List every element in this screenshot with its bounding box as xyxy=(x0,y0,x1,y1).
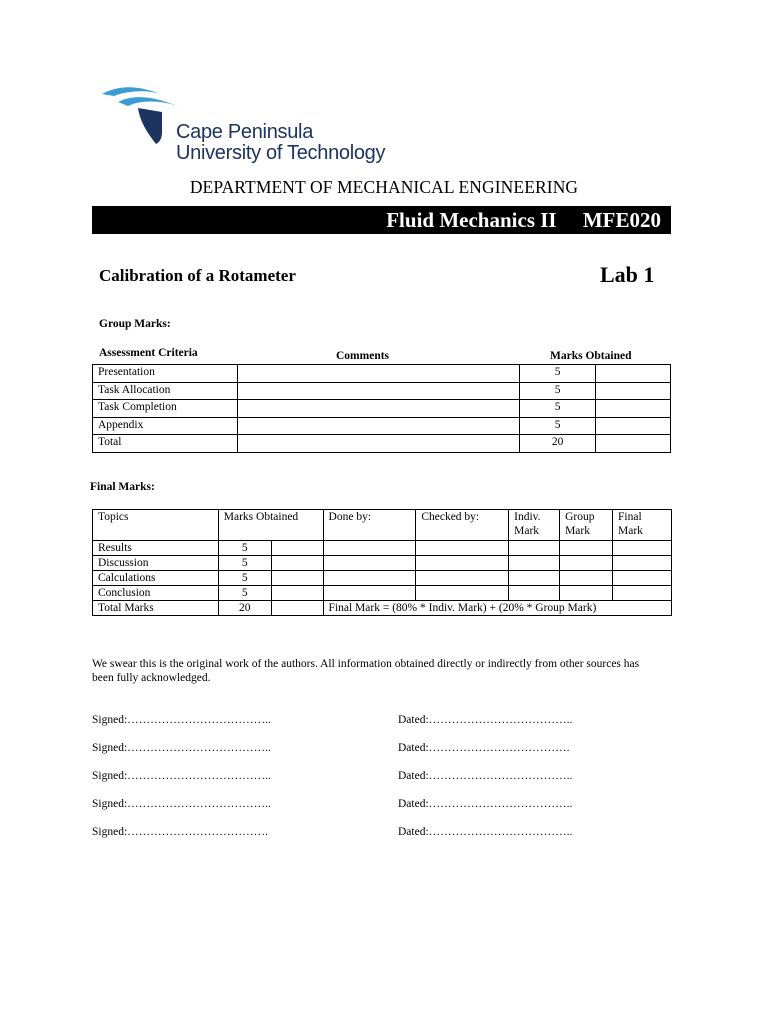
indiv-mark-header-line1: Indiv. xyxy=(514,511,541,523)
lab-number: Lab 1 xyxy=(600,262,655,287)
done-by-cell[interactable] xyxy=(323,556,416,571)
done-by-header: Done by: xyxy=(323,510,416,541)
declaration-text: We swear this is the original work of the authors. All information obtained directly or indirectly from other sources has been fully acknowledged. xyxy=(92,658,640,684)
indiv-mark-header-line2: Mark xyxy=(514,525,540,537)
dated-line[interactable]: Dated:………………………………. xyxy=(398,742,570,754)
obtained-cell[interactable] xyxy=(596,435,671,453)
comments-header: Comments xyxy=(336,350,390,362)
dated-line[interactable]: Dated:……………………………….. xyxy=(398,770,573,782)
topic-cell: Calculations xyxy=(93,571,219,586)
dated-line[interactable]: Dated:……………………………….. xyxy=(398,714,573,726)
done-by-cell[interactable] xyxy=(323,571,416,586)
table-header-row xyxy=(93,510,672,541)
final-mark-header-line1: Final xyxy=(618,511,642,523)
marks-cell: 5 xyxy=(218,556,271,571)
criteria-cell: Task Completion xyxy=(93,400,238,418)
table-row xyxy=(93,417,671,435)
group-mark-cell[interactable] xyxy=(560,586,613,601)
marks-cell: 5 xyxy=(218,541,271,556)
lab-title: Calibration of a Rotameter xyxy=(99,266,296,285)
signed-line[interactable]: Signed:……………………………….. xyxy=(92,798,271,810)
dated-line[interactable]: Dated:……………………………….. xyxy=(398,798,573,810)
checked-by-cell[interactable] xyxy=(416,571,509,586)
comments-cell[interactable] xyxy=(237,382,519,400)
marks-cell: 5 xyxy=(218,586,271,601)
criteria-cell: Appendix xyxy=(93,417,238,435)
signed-line[interactable]: Signed:……………………………….. xyxy=(92,742,271,754)
comments-cell[interactable] xyxy=(237,417,519,435)
table-row xyxy=(93,400,671,418)
table-row xyxy=(93,365,671,383)
marks-cell: 20 xyxy=(520,435,596,453)
indiv-mark-cell[interactable] xyxy=(509,586,560,601)
marks-obtained-header: Marks Obtained xyxy=(218,510,323,541)
total-marks-cell: 20 xyxy=(218,601,271,616)
marks-cell: 5 xyxy=(520,417,596,435)
final-mark-cell[interactable] xyxy=(613,571,672,586)
final-mark-formula: Final Mark = (80% * Indiv. Mark) + (20% * Group Mark) xyxy=(323,601,671,616)
group-mark-cell[interactable] xyxy=(560,571,613,586)
final-mark-cell[interactable] xyxy=(613,586,672,601)
final-mark-header-line2: Mark xyxy=(618,525,643,537)
indiv-mark-cell[interactable] xyxy=(509,541,560,556)
topic-cell: Results xyxy=(93,541,219,556)
total-topic-cell: Total Marks xyxy=(93,601,219,616)
comments-cell[interactable] xyxy=(237,365,519,383)
checked-by-cell[interactable] xyxy=(416,541,509,556)
group-marks-table xyxy=(92,364,671,453)
done-by-cell[interactable] xyxy=(323,541,416,556)
final-marks-table xyxy=(92,509,672,616)
marks-cell: 5 xyxy=(218,571,271,586)
comments-cell[interactable] xyxy=(237,435,519,453)
table-row xyxy=(93,382,671,400)
table-row xyxy=(93,556,672,571)
obtained-cell[interactable] xyxy=(271,586,323,601)
topic-cell: Conclusion xyxy=(93,586,219,601)
department-heading: DEPARTMENT OF MECHANICAL ENGINEERING xyxy=(189,177,579,197)
table-row xyxy=(93,586,672,601)
group-mark-header xyxy=(560,510,613,541)
marks-cell: 5 xyxy=(520,382,596,400)
university-name-line1: Cape Peninsula xyxy=(176,121,314,143)
done-by-cell[interactable] xyxy=(323,586,416,601)
comments-cell[interactable] xyxy=(237,400,519,418)
group-marks-label: Group Marks: xyxy=(99,318,171,330)
final-mark-header xyxy=(613,510,672,541)
obtained-cell[interactable] xyxy=(596,400,671,418)
marks-obtained-header: Marks Obtained xyxy=(550,350,632,362)
obtained-cell[interactable] xyxy=(271,541,323,556)
obtained-cell[interactable] xyxy=(596,382,671,400)
course-title: Fluid Mechanics II MFE020 xyxy=(386,208,661,232)
final-mark-cell[interactable] xyxy=(613,556,672,571)
indiv-mark-cell[interactable] xyxy=(509,556,560,571)
topics-header: Topics xyxy=(93,510,219,541)
group-mark-header-line2: Mark xyxy=(565,525,590,537)
group-mark-cell[interactable] xyxy=(560,541,613,556)
table-row xyxy=(93,571,672,586)
marks-cell: 5 xyxy=(520,400,596,418)
checked-by-cell[interactable] xyxy=(416,586,509,601)
marks-cell: 5 xyxy=(520,365,596,383)
obtained-cell[interactable] xyxy=(596,365,671,383)
table-row xyxy=(93,541,672,556)
dated-line[interactable]: Dated:……………………………….. xyxy=(398,826,573,838)
final-marks-label: Final Marks: xyxy=(90,481,155,493)
checked-by-cell[interactable] xyxy=(416,556,509,571)
obtained-cell[interactable] xyxy=(271,556,323,571)
checked-by-header: Checked by: xyxy=(416,510,509,541)
criteria-cell: Total xyxy=(93,435,238,453)
indiv-mark-cell[interactable] xyxy=(509,571,560,586)
obtained-cell[interactable] xyxy=(596,417,671,435)
topic-cell: Discussion xyxy=(93,556,219,571)
assessment-criteria-header: Assessment Criteria xyxy=(99,347,198,359)
table-row-total xyxy=(93,601,672,616)
signed-line[interactable]: Signed:……………………………….. xyxy=(92,770,271,782)
criteria-cell: Presentation xyxy=(93,365,238,383)
obtained-cell[interactable] xyxy=(271,571,323,586)
table-row xyxy=(93,435,671,453)
signed-line[interactable]: Signed:……………………………….. xyxy=(92,714,271,726)
group-mark-header-line1: Group xyxy=(565,511,595,523)
course-banner xyxy=(92,206,671,234)
criteria-cell: Task Allocation xyxy=(93,382,238,400)
signed-line[interactable]: Signed:………………………………. xyxy=(92,826,269,838)
total-obtained-cell[interactable] xyxy=(271,601,323,616)
final-mark-cell[interactable] xyxy=(613,541,672,556)
group-mark-cell[interactable] xyxy=(560,556,613,571)
university-name-line2: University of Technology xyxy=(176,142,386,164)
indiv-mark-header xyxy=(509,510,560,541)
university-name xyxy=(176,122,385,164)
